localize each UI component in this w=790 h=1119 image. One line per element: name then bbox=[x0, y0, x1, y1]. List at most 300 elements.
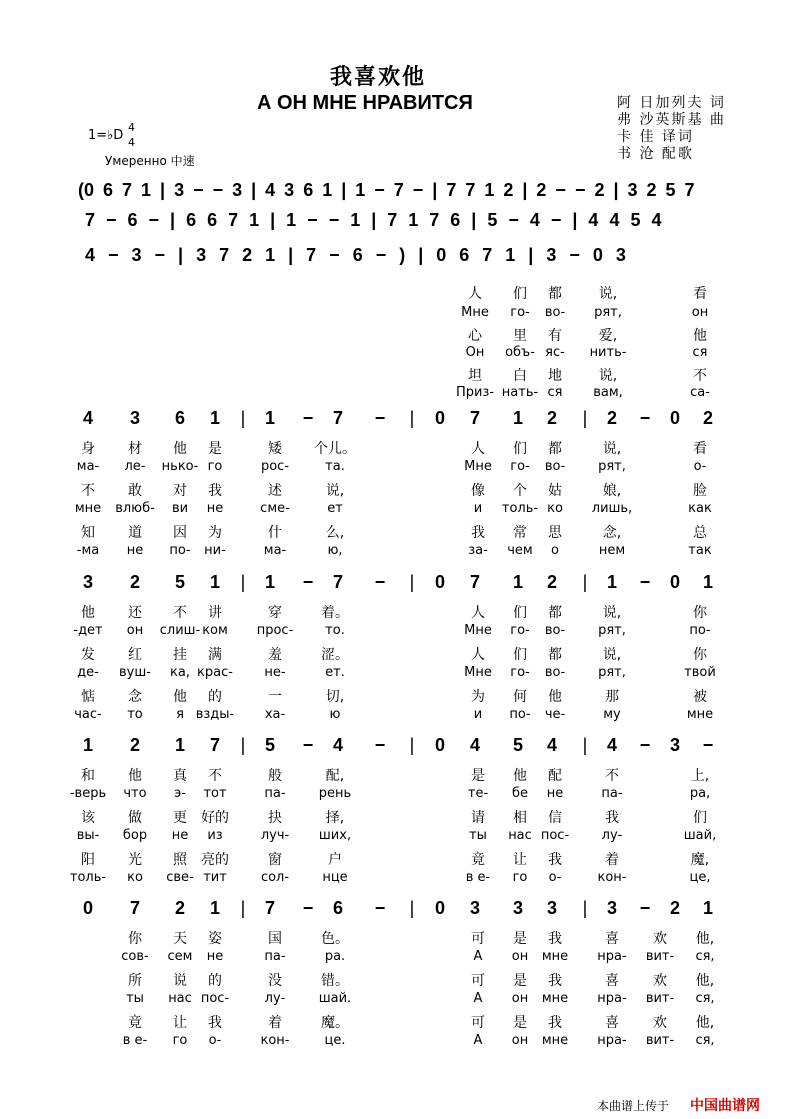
lyric-syllable: мне bbox=[686, 707, 714, 722]
lyric-syllable: 人 bbox=[471, 441, 485, 457]
lyric-syllable: 是 bbox=[513, 973, 527, 989]
lyric-line bbox=[0, 283, 790, 303]
note: 1 bbox=[512, 572, 524, 592]
note: 0 bbox=[669, 572, 681, 592]
lyric-syllable: 做 bbox=[128, 810, 142, 826]
lyric-syllable: 魔。 bbox=[321, 1015, 349, 1031]
lyric-syllable: кон- bbox=[597, 870, 627, 885]
lyric-line bbox=[0, 365, 790, 385]
lyric-syllable: 知 bbox=[81, 525, 95, 541]
bar-line: | bbox=[240, 898, 246, 918]
lyric-syllable: 切, bbox=[325, 689, 345, 705]
lyric-syllable: ви bbox=[171, 501, 189, 516]
lyric-syllable: 姑 bbox=[548, 483, 562, 499]
note: − bbox=[639, 572, 651, 592]
lyric-syllable: 因 bbox=[173, 525, 187, 541]
lyric-syllable: 错。 bbox=[321, 973, 349, 989]
lyric-syllable: го bbox=[512, 870, 528, 885]
lyric-syllable: го- bbox=[510, 305, 530, 320]
lyric-syllable: 们 bbox=[513, 647, 527, 663]
lyric-syllable: вит- bbox=[645, 949, 675, 964]
lyric-syllable: 心 bbox=[468, 328, 482, 344]
lyric-line bbox=[0, 623, 790, 643]
lyric-syllable: Мне bbox=[464, 459, 492, 474]
lyric-line bbox=[0, 828, 790, 848]
lyric-syllable: 该 bbox=[81, 810, 95, 826]
lyric-syllable: 着。 bbox=[321, 605, 349, 621]
lyric-syllable: слиш- bbox=[159, 623, 201, 638]
lyric-syllable: ты bbox=[469, 828, 487, 843]
note: 1 bbox=[209, 898, 221, 918]
lyric-syllable: 他 bbox=[513, 768, 527, 784]
lyric-syllable: А bbox=[473, 991, 483, 1006]
lyric-syllable: 敢 bbox=[128, 483, 142, 499]
bar-line: | bbox=[409, 408, 415, 428]
note: − bbox=[302, 735, 314, 755]
note-line bbox=[0, 572, 790, 596]
lyric-syllable: 一 bbox=[268, 689, 282, 705]
lyric-syllable: не bbox=[206, 949, 224, 964]
lyric-syllable: ю, bbox=[327, 543, 343, 558]
lyric-syllable: 抉 bbox=[268, 810, 282, 826]
lyric-syllable: те- bbox=[467, 786, 489, 801]
lyric-syllable: го- bbox=[510, 665, 530, 680]
lyric-syllable: рят, bbox=[598, 665, 626, 680]
lyric-syllable: 说, bbox=[602, 605, 622, 621]
lyric-syllable: кон- bbox=[260, 1033, 290, 1048]
lyric-syllable: 说, bbox=[325, 483, 345, 499]
lyric-syllable: 对 bbox=[173, 483, 187, 499]
lyric-syllable: и bbox=[473, 707, 483, 722]
lyric-syllable: он bbox=[511, 1033, 529, 1048]
lyric-line bbox=[0, 438, 790, 458]
lyric-syllable: твой bbox=[684, 665, 716, 680]
note: 1 bbox=[174, 735, 186, 755]
lyric-syllable: А bbox=[473, 1033, 483, 1048]
credit-lyricist: 阿 日加列夫 词 bbox=[617, 95, 726, 111]
lyric-syllable: 念 bbox=[128, 689, 142, 705]
note: − bbox=[639, 735, 651, 755]
lyric-syllable: ет. bbox=[325, 665, 345, 680]
lyric-syllable: он bbox=[511, 949, 529, 964]
lyric-line bbox=[0, 970, 790, 990]
lyric-syllable: А bbox=[473, 949, 483, 964]
lyric-syllable: 穿 bbox=[268, 605, 282, 621]
lyric-syllable: рос- bbox=[260, 459, 290, 474]
lyric-line bbox=[0, 543, 790, 563]
lyric-line bbox=[0, 949, 790, 969]
lyric-syllable: 真 bbox=[173, 768, 187, 784]
note: 5 bbox=[512, 735, 524, 755]
lyric-syllable: э- bbox=[174, 786, 186, 801]
bar-line: | bbox=[582, 572, 588, 592]
lyric-syllable: час- bbox=[74, 707, 102, 722]
lyric-syllable: 欢 bbox=[653, 1015, 667, 1031]
note: 0 bbox=[82, 898, 94, 918]
note: 1 bbox=[264, 572, 276, 592]
lyric-syllable: 的 bbox=[208, 689, 222, 705]
lyric-syllable: 们 bbox=[513, 441, 527, 457]
note: 0 bbox=[434, 735, 446, 755]
lyric-syllable: толь- bbox=[69, 870, 107, 885]
lyric-syllable: 好的 bbox=[201, 810, 229, 826]
lyric-syllable: -верь bbox=[69, 786, 107, 801]
lyric-syllable: 脸 bbox=[693, 483, 707, 499]
lyric-syllable: 他 bbox=[128, 768, 142, 784]
lyric-syllable: рят, bbox=[598, 459, 626, 474]
lyric-syllable: 照 bbox=[173, 852, 187, 868]
lyric-syllable: он bbox=[691, 305, 709, 320]
lyric-syllable: 他 bbox=[548, 689, 562, 705]
lyric-syllable: в е- bbox=[465, 870, 491, 885]
lyric-syllable: ю bbox=[329, 707, 341, 722]
note: 1 bbox=[702, 572, 714, 592]
lyric-line bbox=[0, 522, 790, 542]
note: 3 bbox=[669, 735, 681, 755]
note: 3 bbox=[606, 898, 618, 918]
lyric-line bbox=[0, 991, 790, 1011]
lyric-syllable: 说, bbox=[598, 368, 618, 384]
lyric-syllable: нем bbox=[598, 543, 626, 558]
bar-line: | bbox=[582, 408, 588, 428]
lyric-syllable: рят, bbox=[594, 305, 622, 320]
lyric-syllable: 人 bbox=[468, 286, 482, 302]
lyric-syllable: не- bbox=[264, 665, 286, 680]
lyric-syllable: ся bbox=[692, 345, 708, 360]
lyric-syllable: 光 bbox=[128, 852, 142, 868]
lyric-syllable: во- bbox=[544, 459, 566, 474]
note: 5 bbox=[264, 735, 276, 755]
lyric-syllable: 国 bbox=[268, 931, 282, 947]
note: − bbox=[302, 572, 314, 592]
lyric-syllable: мне bbox=[541, 991, 569, 1006]
note: 0 bbox=[434, 572, 446, 592]
lyric-syllable: 们 bbox=[693, 810, 707, 826]
lyric-syllable: ся, bbox=[695, 991, 715, 1006]
lyric-syllable: 魔, bbox=[690, 852, 710, 868]
lyric-syllable: ся bbox=[547, 385, 563, 400]
lyric-syllable: ха- bbox=[264, 707, 286, 722]
credit-composer: 弗 沙英斯基 曲 bbox=[617, 112, 726, 128]
lyric-syllable: 信 bbox=[548, 810, 562, 826]
lyric-syllable: 说, bbox=[602, 441, 622, 457]
lyric-syllable: ле- bbox=[124, 459, 146, 474]
lyric-syllable: шай, bbox=[683, 828, 717, 843]
lyric-syllable: 看 bbox=[693, 441, 707, 457]
lyric-syllable: 还 bbox=[128, 605, 142, 621]
note: 2 bbox=[546, 408, 558, 428]
lyric-syllable: 惦 bbox=[81, 689, 95, 705]
lyric-syllable: 我 bbox=[548, 1015, 562, 1031]
lyric-syllable: 所 bbox=[128, 973, 142, 989]
lyric-syllable: 竟 bbox=[128, 1015, 142, 1031]
lyric-syllable: 思 bbox=[548, 525, 562, 541]
lyric-syllable: ни- bbox=[204, 543, 226, 558]
lyric-syllable: то bbox=[127, 707, 143, 722]
lyric-syllable: це, bbox=[689, 870, 711, 885]
bar-line: | bbox=[240, 408, 246, 428]
lyric-syllable: не bbox=[171, 828, 189, 843]
note: 2 bbox=[174, 898, 186, 918]
lyric-syllable: вит- bbox=[645, 991, 675, 1006]
lyric-syllable: 不 bbox=[81, 483, 95, 499]
lyric-syllable: ся, bbox=[695, 949, 715, 964]
bar-line: | bbox=[409, 735, 415, 755]
lyric-syllable: Мне bbox=[461, 305, 489, 320]
note: 4 bbox=[82, 408, 94, 428]
lyric-line bbox=[0, 644, 790, 664]
lyric-syllable: мне bbox=[74, 501, 102, 516]
lyric-syllable: са- bbox=[690, 385, 710, 400]
time-signature-top: 4 bbox=[128, 121, 135, 134]
note: − bbox=[702, 735, 714, 755]
lyric-syllable: 户 bbox=[328, 852, 342, 868]
lyric-syllable: не bbox=[206, 501, 224, 516]
lyric-syllable: 讲 bbox=[208, 605, 222, 621]
note: 7 bbox=[129, 898, 141, 918]
note: 6 bbox=[174, 408, 186, 428]
lyric-syllable: 配 bbox=[548, 768, 562, 784]
lyric-line bbox=[0, 1033, 790, 1053]
lyric-syllable: 他 bbox=[693, 328, 707, 344]
lyric-syllable: 我 bbox=[548, 931, 562, 947]
lyric-syllable: 白 bbox=[513, 368, 527, 384]
lyric-syllable: 被 bbox=[693, 689, 707, 705]
lyric-syllable: нас bbox=[508, 828, 532, 843]
lyric-syllable: 的 bbox=[208, 973, 222, 989]
lyric-syllable: рень bbox=[318, 786, 352, 801]
note: − bbox=[302, 408, 314, 428]
note: 3 bbox=[512, 898, 524, 918]
lyric-syllable: 我 bbox=[548, 852, 562, 868]
intro-line-2: 7 − 6 − | 6 6 7 1 | 1 − − 1 | 7 1 7 6 | 5 − 4 − | 4 4 5 4 bbox=[85, 210, 662, 230]
lyric-syllable: нько- bbox=[161, 459, 199, 474]
lyric-line bbox=[0, 325, 790, 345]
lyric-syllable: о- bbox=[693, 459, 707, 474]
lyric-syllable: он bbox=[511, 991, 529, 1006]
lyric-syllable: 像 bbox=[471, 483, 485, 499]
lyric-syllable: му bbox=[603, 707, 621, 722]
lyric-syllable: 都 bbox=[548, 647, 562, 663]
lyric-syllable: нра- bbox=[597, 949, 627, 964]
lyric-syllable: о- bbox=[208, 1033, 222, 1048]
lyric-syllable: мне bbox=[541, 949, 569, 964]
lyric-syllable: объ- bbox=[505, 345, 535, 360]
bar-line: | bbox=[409, 572, 415, 592]
note: 7 bbox=[264, 898, 276, 918]
lyric-syllable: 爱, bbox=[598, 328, 618, 344]
lyric-syllable: бе bbox=[511, 786, 529, 801]
lyric-syllable: по- bbox=[509, 707, 531, 722]
lyric-syllable: о- bbox=[548, 870, 562, 885]
lyric-syllable: ра. bbox=[324, 949, 346, 964]
lyric-syllable: 他 bbox=[81, 605, 95, 621]
lyric-syllable: 娘, bbox=[602, 483, 622, 499]
lyric-syllable: и bbox=[473, 501, 483, 516]
note-line bbox=[0, 408, 790, 432]
note: 4 bbox=[606, 735, 618, 755]
lyric-syllable: 们 bbox=[513, 605, 527, 621]
note: 2 bbox=[129, 735, 141, 755]
lyric-syllable: 我 bbox=[208, 483, 222, 499]
lyric-syllable: ма- bbox=[263, 543, 287, 558]
lyric-syllable: че- bbox=[544, 707, 566, 722]
note: − bbox=[374, 572, 386, 592]
lyric-syllable: вы- bbox=[76, 828, 100, 843]
note: 4 bbox=[546, 735, 558, 755]
lyric-syllable: прос- bbox=[256, 623, 294, 638]
lyric-syllable: 天 bbox=[173, 931, 187, 947]
lyric-syllable: нра- bbox=[597, 991, 627, 1006]
note: 1 bbox=[512, 408, 524, 428]
lyric-syllable: 里 bbox=[513, 328, 527, 344]
key-signature: 1=♭D bbox=[88, 128, 124, 143]
lyric-syllable: 着 bbox=[605, 852, 619, 868]
lyric-syllable: 说, bbox=[598, 286, 618, 302]
lyric-syllable: 你 bbox=[693, 605, 707, 621]
lyric-syllable: па- bbox=[264, 949, 286, 964]
lyric-line bbox=[0, 807, 790, 827]
lyric-syllable: бор bbox=[122, 828, 148, 843]
lyric-syllable: та. bbox=[325, 459, 345, 474]
lyric-syllable: не bbox=[126, 543, 144, 558]
lyric-syllable: све- bbox=[166, 870, 194, 885]
lyric-syllable: 阳 bbox=[81, 852, 95, 868]
lyric-line bbox=[0, 501, 790, 521]
lyric-syllable: 是 bbox=[513, 931, 527, 947]
bar-line: | bbox=[582, 735, 588, 755]
lyric-syllable: 他, bbox=[695, 931, 715, 947]
title-russian: А ОН МНЕ НРАВИТСЯ bbox=[257, 92, 473, 114]
lyric-syllable: 们 bbox=[513, 286, 527, 302]
lyric-syllable: го- bbox=[510, 459, 530, 474]
note: 1 bbox=[264, 408, 276, 428]
note: 7 bbox=[469, 408, 481, 428]
lyric-syllable: во- bbox=[544, 665, 566, 680]
note: 7 bbox=[209, 735, 221, 755]
lyric-syllable: 什 bbox=[268, 525, 282, 541]
lyric-syllable: па- bbox=[601, 786, 623, 801]
lyric-syllable: 为 bbox=[208, 525, 222, 541]
lyric-syllable: ко bbox=[547, 501, 563, 516]
lyric-syllable: 人 bbox=[471, 605, 485, 621]
lyric-syllable: 他 bbox=[173, 441, 187, 457]
lyric-syllable: нра- bbox=[597, 1033, 627, 1048]
lyric-syllable: вит- bbox=[645, 1033, 675, 1048]
note: 5 bbox=[174, 572, 186, 592]
lyric-syllable: из bbox=[207, 828, 223, 843]
lyric-syllable: пос- bbox=[540, 828, 570, 843]
lyric-syllable: сол- bbox=[260, 870, 290, 885]
lyric-syllable: 都 bbox=[548, 286, 562, 302]
lyric-syllable: он bbox=[126, 623, 144, 638]
note: 1 bbox=[209, 408, 221, 428]
note: 2 bbox=[702, 408, 714, 428]
note: 4 bbox=[332, 735, 344, 755]
lyric-syllable: лу- bbox=[264, 991, 286, 1006]
lyric-syllable: нце bbox=[322, 870, 348, 885]
footer-text: 本曲谱上传于 bbox=[597, 1099, 670, 1113]
lyric-syllable: ка, bbox=[170, 665, 190, 680]
note: 7 bbox=[332, 572, 344, 592]
lyric-syllable: о bbox=[551, 543, 559, 558]
note-line bbox=[0, 735, 790, 759]
lyric-syllable: -дет bbox=[73, 623, 103, 638]
lyric-syllable: Он bbox=[465, 345, 485, 360]
note: − bbox=[639, 898, 651, 918]
lyric-syllable: крас- bbox=[197, 665, 233, 680]
lyric-syllable: ра, bbox=[689, 786, 711, 801]
lyric-syllable: ших, bbox=[318, 828, 352, 843]
lyric-syllable: 总 bbox=[693, 525, 707, 541]
lyric-syllable: 我 bbox=[548, 973, 562, 989]
note: 2 bbox=[669, 898, 681, 918]
note: 6 bbox=[332, 898, 344, 918]
lyric-syllable: пос- bbox=[200, 991, 230, 1006]
note-line bbox=[0, 898, 790, 922]
lyric-line bbox=[0, 602, 790, 622]
lyric-syllable: не bbox=[546, 786, 564, 801]
lyric-line bbox=[0, 765, 790, 785]
lyric-syllable: 羞 bbox=[268, 647, 282, 663]
lyric-line bbox=[0, 870, 790, 890]
lyric-syllable: в е- bbox=[122, 1033, 148, 1048]
lyric-syllable: 色。 bbox=[321, 931, 349, 947]
credit-arranger: 书 沧 配歌 bbox=[617, 146, 694, 162]
lyric-syllable: мне bbox=[541, 1033, 569, 1048]
lyric-syllable: влюб- bbox=[115, 501, 155, 516]
lyric-syllable: 人 bbox=[471, 647, 485, 663]
note: 7 bbox=[469, 572, 481, 592]
lyric-syllable: де- bbox=[77, 665, 99, 680]
lyric-syllable: 竟 bbox=[471, 852, 485, 868]
lyric-syllable: 相 bbox=[513, 810, 527, 826]
lyric-syllable: за- bbox=[468, 543, 488, 558]
lyric-syllable: Мне bbox=[464, 665, 492, 680]
note: − bbox=[374, 735, 386, 755]
lyric-syllable: 不 bbox=[173, 605, 187, 621]
lyric-syllable: то. bbox=[325, 623, 345, 638]
note: − bbox=[302, 898, 314, 918]
intro-line-1: (0 6 7 1 | 3 − − 3 | 4 3 6 1 | 1 − 7 − | 7 7 1 2 | 2 − − 2 | 3 2 5 7 bbox=[78, 180, 695, 200]
bar-line: | bbox=[240, 735, 246, 755]
note: 1 bbox=[606, 572, 618, 592]
lyric-syllable: нить- bbox=[589, 345, 627, 360]
lyric-syllable: 般 bbox=[268, 768, 282, 784]
lyric-line bbox=[0, 707, 790, 727]
lyric-syllable: лишь, bbox=[591, 501, 633, 516]
lyric-syllable: Приз- bbox=[455, 385, 495, 400]
lyric-syllable: 可 bbox=[471, 1015, 485, 1031]
note: 4 bbox=[469, 735, 481, 755]
lyric-syllable: нать- bbox=[501, 385, 539, 400]
lyric-syllable: 不 bbox=[693, 368, 707, 384]
lyric-syllable: 他, bbox=[695, 973, 715, 989]
lyric-line bbox=[0, 459, 790, 479]
lyric-line bbox=[0, 928, 790, 948]
lyric-syllable: взды- bbox=[195, 707, 235, 722]
lyric-syllable: что bbox=[123, 786, 147, 801]
lyric-syllable: вам, bbox=[593, 385, 623, 400]
note: 3 bbox=[469, 898, 481, 918]
lyric-syllable: -ма bbox=[76, 543, 100, 558]
lyric-syllable: 坦 bbox=[468, 368, 482, 384]
note: 2 bbox=[546, 572, 558, 592]
lyric-syllable: по- bbox=[689, 623, 711, 638]
lyric-syllable: 涩。 bbox=[321, 647, 349, 663]
lyric-syllable: 个 bbox=[513, 483, 527, 499]
lyric-syllable: 不 bbox=[208, 768, 222, 784]
